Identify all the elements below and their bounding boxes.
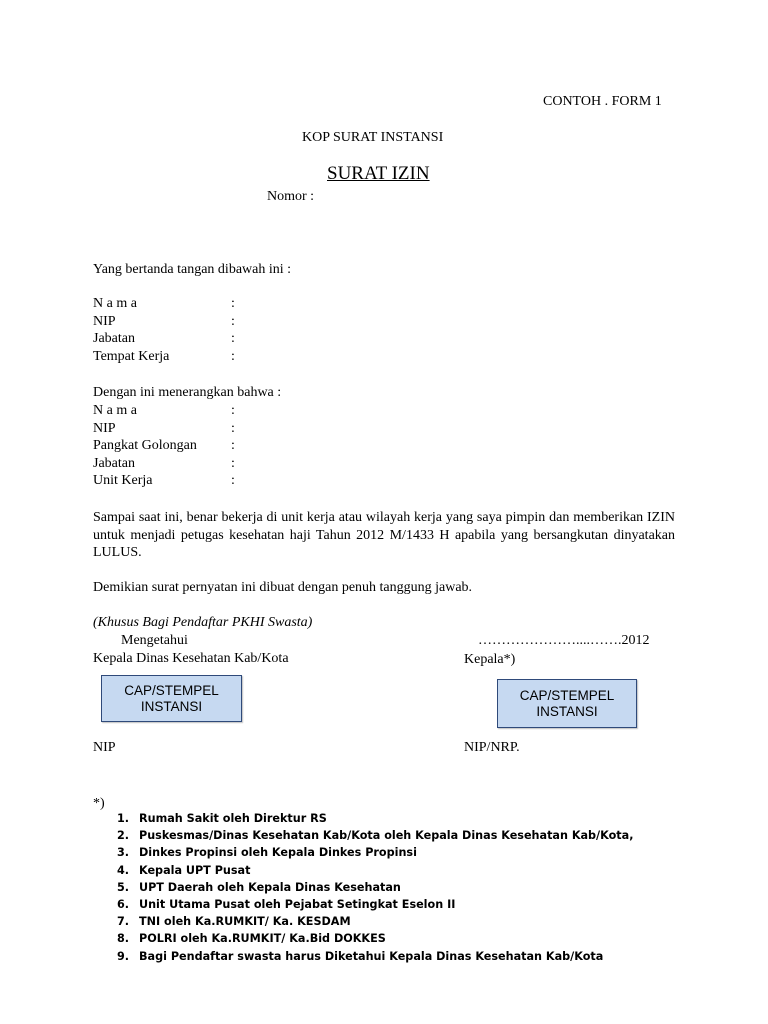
field-row [93,348,293,366]
list-number: 3. [116,846,129,860]
field-colon: : [231,403,235,418]
field-colon: : [231,455,235,471]
list-text: UPT Daerah oleh Kepala Dinas Kesehatan [139,880,401,894]
field-row [93,420,293,438]
list-number: 2. [116,829,129,843]
field-colon: : [231,296,235,311]
field-colon: : [231,331,235,347]
signatory-intro: Yang bertanda tangan dibawah ini : [93,262,292,277]
left-mengetahui: Mengetahui [121,633,188,648]
field-colon: : [231,473,235,489]
field-label-pangkat-golongan: Pangkat Golongan [93,438,197,454]
list-text: Unit Utama Pusat oleh Pejabat Setingkat Eselon II [139,897,456,911]
right-stamp-box [497,679,637,728]
list-number: 5. [116,880,129,894]
field-row [93,295,293,313]
special-note: (Khusus Bagi Pendaftar PKHI Swasta) [93,615,313,630]
list-number: 6. [116,897,129,911]
notes-marker: *) [93,796,105,811]
list-number: 8. [116,932,129,946]
field-colon: : [231,438,235,454]
document-title: SURAT IZIN [327,163,430,184]
field-colon: : [231,348,235,364]
field-label-nip: NIP [93,313,116,329]
form-label: CONTOH . FORM 1 [543,94,662,109]
field-label-nip: NIP [93,420,116,436]
date-line: …………………....…….2012 [478,633,650,648]
left-stamp-box [101,675,242,722]
list-number: 1. [116,812,129,825]
list-text: Rumah Sakit oleh Direktur RS [139,812,327,825]
list-number: 4. [116,863,129,877]
signatory-fields [93,295,293,365]
stamp-text-line1: CAP/STEMPEL [519,687,615,703]
field-colon: : [231,420,235,436]
field-row [93,402,293,420]
field-colon: : [231,313,235,329]
document-number: Nomor : [267,189,315,204]
field-label-nama: N a m a [93,296,137,311]
field-label-jabatan: Jabatan [93,455,135,471]
subject-fields [93,402,293,490]
list-text: TNI oleh Ka.RUMKIT/ Ka. KESDAM [139,915,351,929]
field-row [93,330,293,348]
field-label-tempat-kerja: Tempat Kerja [93,348,170,364]
right-nip: NIP/NRP. [464,740,520,755]
body-paragraph: Sampai saat ini, benar bekerja di unit kerja atau wilayah kerja yang saya pimpin dan memberikan IZIN untuk menjadi petugas kesehatan haji Tahun 2012 M/1433 H apabila yang bersangkutan dinyatakan LULUS. [93,510,675,561]
left-signatory-title: Kepala Dinas Kesehatan Kab/Kota [93,651,289,666]
list-text: Puskesmas/Dinas Kesehatan Kab/Kota oleh Kepala Dinas Kesehatan Kab/Kota, [139,829,634,843]
stamp-text-line2: INSTANSI [140,698,203,714]
field-row [93,313,293,331]
field-row [93,455,293,473]
field-label-jabatan: Jabatan [93,331,135,347]
list-number: 9. [116,949,129,963]
list-text: Dinkes Propinsi oleh Kepala Dinkes Propinsi [139,846,417,860]
field-row [93,437,293,455]
closing-statement: Demikian surat pernyatan ini dibuat dengan penuh tanggung jawab. [93,580,473,595]
right-signatory-title: Kepala*) [464,652,516,667]
stamp-text-line1: CAP/STEMPEL [124,682,219,698]
list-text: Kepala UPT Pusat [139,863,251,877]
list-text: POLRI oleh Ka.RUMKIT/ Ka.Bid DOKKES [139,932,386,946]
subject-intro: Dengan ini menerangkan bahwa : [93,385,282,400]
field-row [93,472,293,490]
left-nip: NIP [93,740,116,755]
list-number: 7. [116,915,129,929]
field-label-nama: N a m a [93,403,137,418]
stamp-text-line2: INSTANSI [536,703,598,719]
letterhead-placeholder: KOP SURAT INSTANSI [302,130,444,145]
field-label-unit-kerja: Unit Kerja [93,473,153,489]
list-text: Bagi Pendaftar swasta harus Diketahui Kepala Dinas Kesehatan Kab/Kota [139,949,604,963]
